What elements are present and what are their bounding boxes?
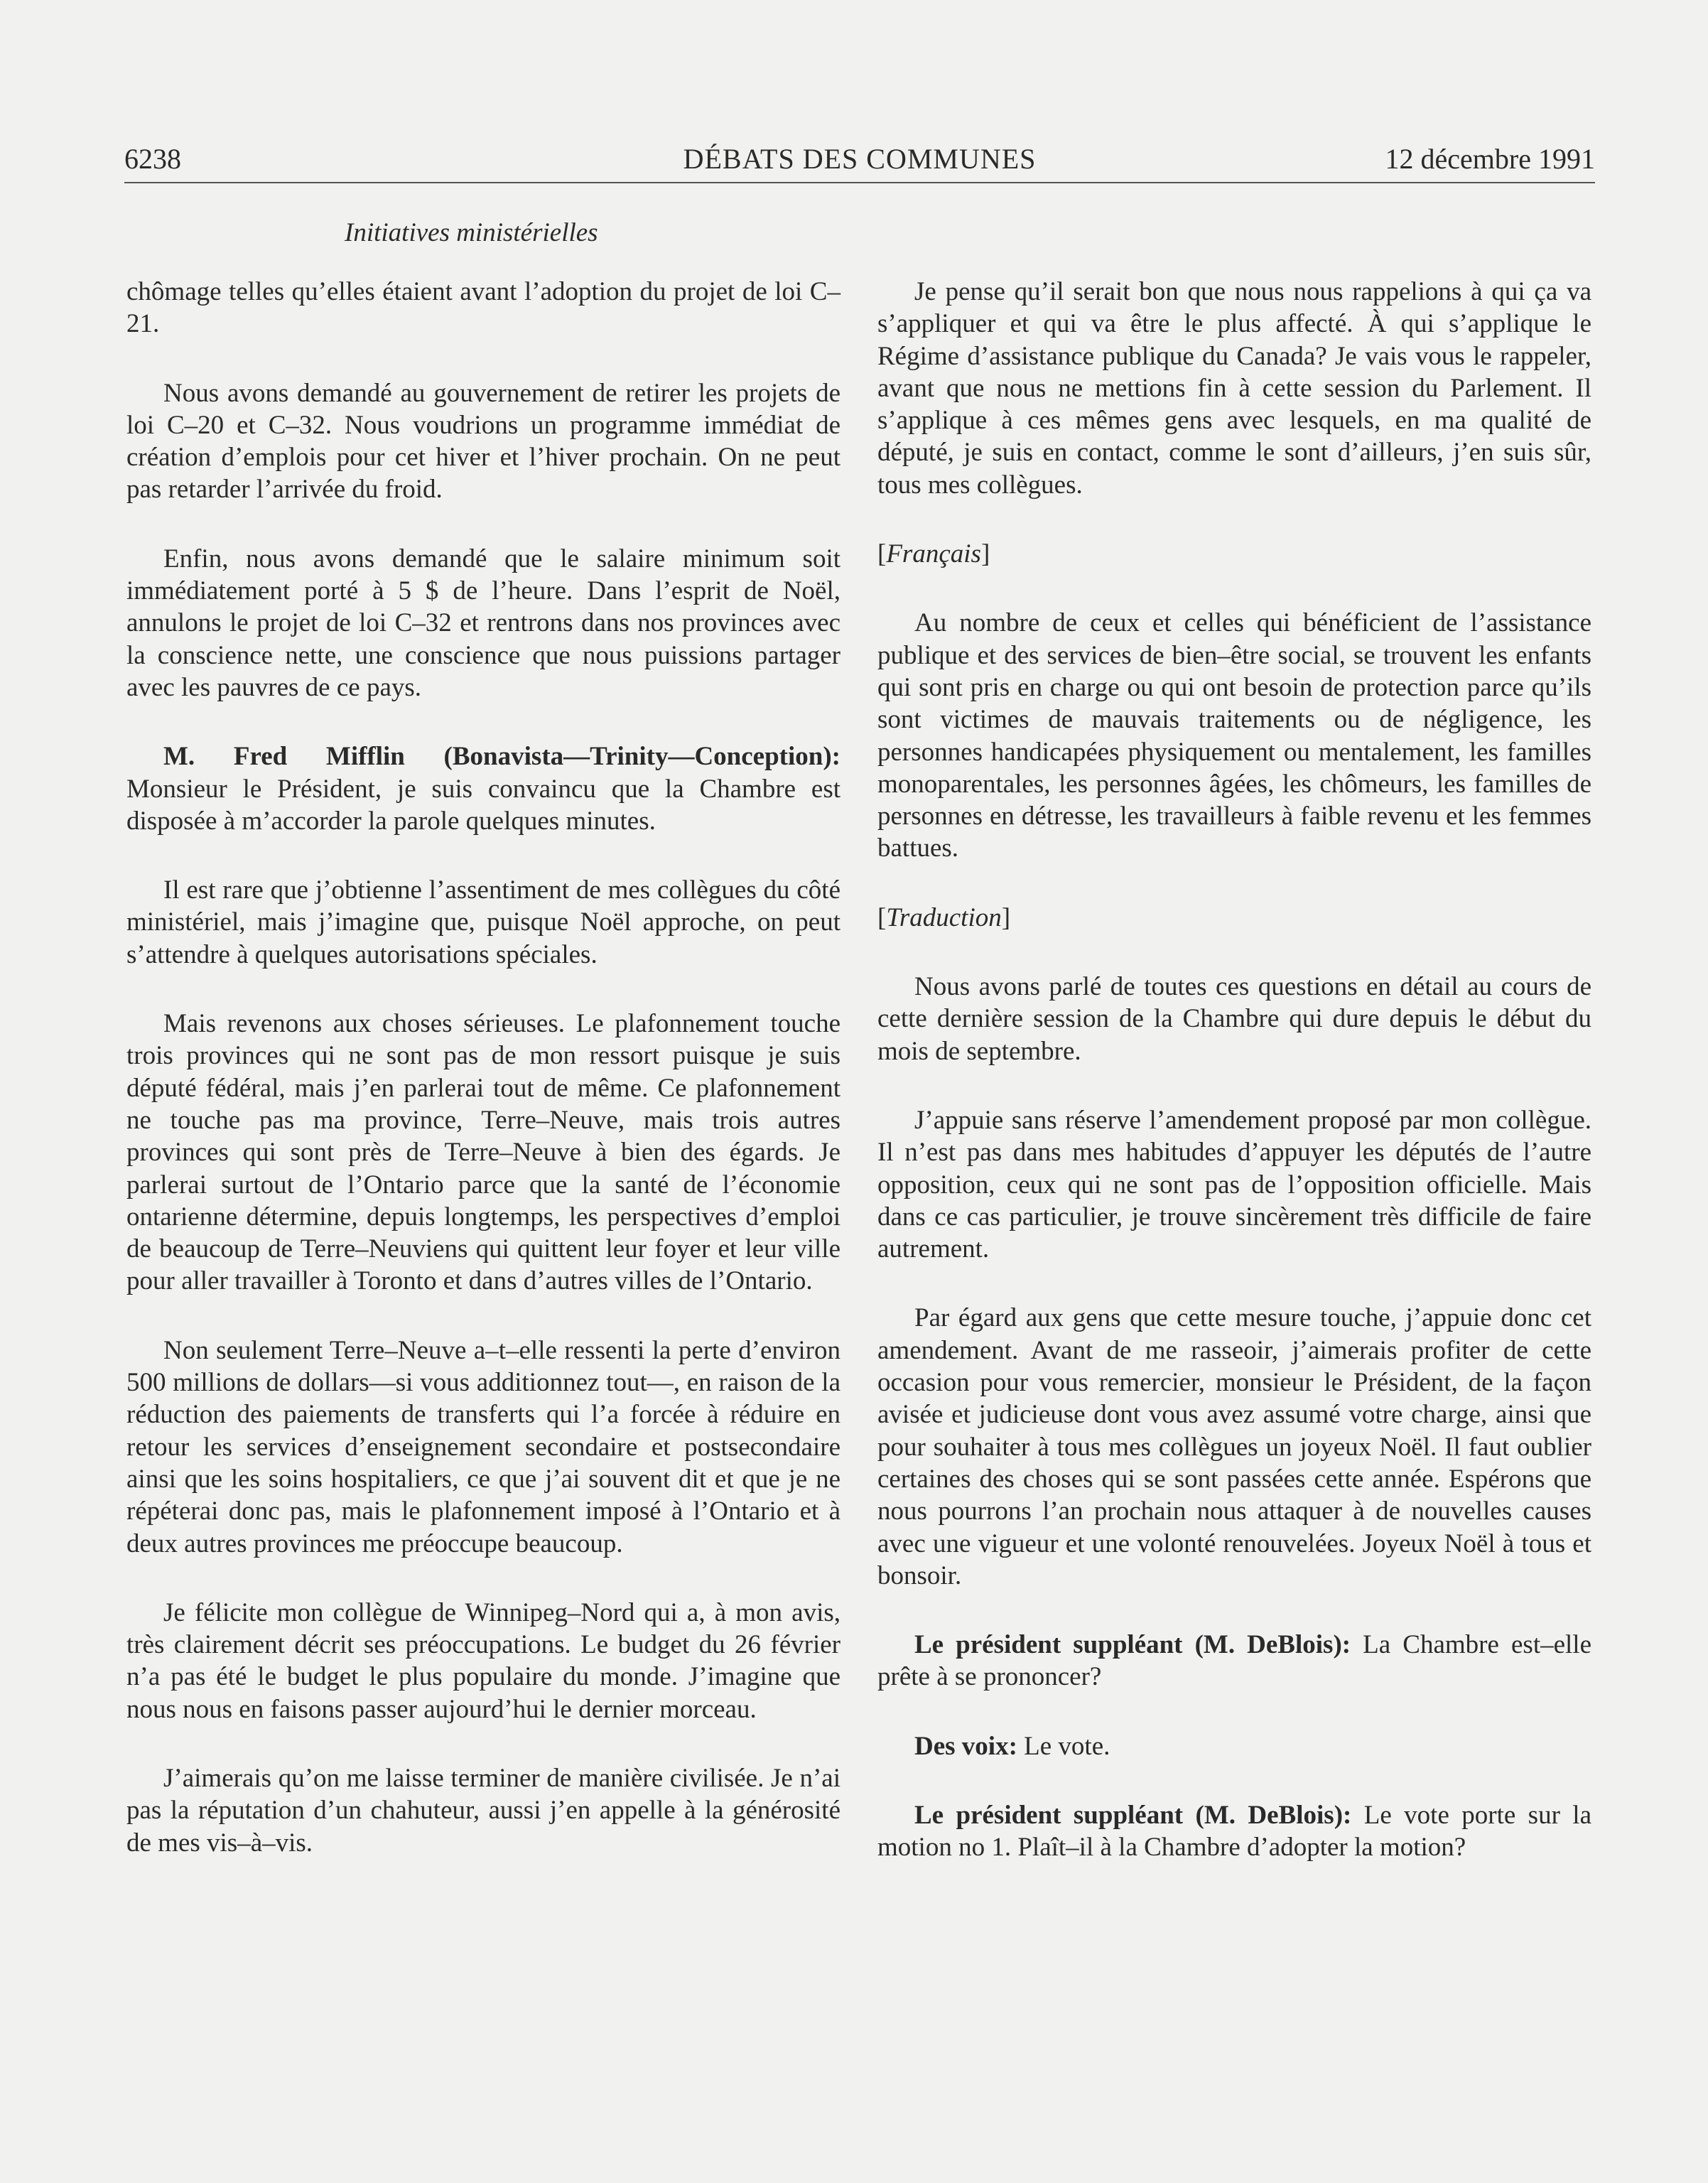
right-column — [877, 276, 1591, 1901]
speaker-name: M. Fred Mifflin (Bonavista—Trinity—Conception): — [163, 742, 841, 772]
paragraph: Par égard aux gens que cette mesure touche, j’appuie donc cet amendement. Avant de me rasseoir, j’aimerais profiter de cette occasion pour vous remercier, monsieur le Président, de la façon avisée et judicieuse dont vous avez assumé votre charge, ainsi que pour souhaiter à tous mes collègues un joyeux Noël. Il faut oublier certaines des choses qui se sont passées cette année. Espérons que nous pourrons l’an prochain nous attaquer à de nouvelles causes avec une vigueur et une volonté renouvelées. Joyeux Noël à tous et bonsoir. — [877, 1303, 1591, 1590]
speech-text: Le vote porte sur la motion no 1. Plaît–il à la Chambre d’adopter la motion? — [877, 1800, 1592, 1863]
running-head: Initiatives ministérielles — [345, 218, 598, 247]
publication-title: DÉBATS DES COMMUNES — [683, 143, 1037, 175]
speech-paragraph — [877, 1629, 1591, 1693]
paragraph: Je félicite mon collègue de Winnipeg–Nord qui a, à mon avis, très clairement décrit ses préoccupations. Le budget du 26 février n’a pas été le budget le plus populaire du monde. J’imagine que nous nous en faisons passer aujourd’hui le dernier morceau. — [126, 1597, 841, 1724]
paragraph: Non seulement Terre–Neuve a–t–elle ressenti la perte d’environ 500 millions de dollars—si vous additionnez tout—, en raison de la réduction des paiements de transferts qui l’a forcée à réduire en retour les services d’enseignement secondaire et postsecondaire ainsi que les soins hospitaliers, ce que j’ai souvent dit et que je ne répéterai donc pas, mais le plafonnement imposé à l’Ontario et à deux autres provinces me préoccupe beaucoup. — [126, 1335, 841, 1558]
paragraph: Enfin, nous avons demandé que le salaire minimum soit immédiatement porté à 5 $ de l’heure. Dans l’esprit de Noël, annulons le projet de loi C–32 et rentrons dans nos provinces avec la conscience nette, une conscience que nous puissions partager avec les pauvres de ce pays. — [126, 544, 841, 702]
paragraph: Mais revenons aux choses sérieuses. Le plafonnement touche trois provinces qui ne sont pas de mon ressort puisque je suis député fédéral, mais j’en parlerai tout de même. Ce plafonnement ne touche pas ma province, Terre–Neuve, mais trois autres provinces qui sont près de Terre–Neuve à bien des égards. Je parlerai surtout de l’Ontario parce que la santé de l’économie ontarienne détermine, depuis longtemps, les perspectives d’emploi de beaucoup de Terre–Neuviens qui quittent leur foyer et leur ville pour aller travailler à Toronto et dans d’autres villes de l’Ontario. — [126, 1009, 841, 1296]
paragraph: Nous avons parlé de toutes ces questions en détail au cours de cette dernière session de la Chambre qui dure depuis le début du mois de septembre. — [877, 972, 1591, 1066]
speaker-name: Le président suppléant (M. DeBlois): — [914, 1630, 1351, 1660]
language-tag: [Traduction] — [877, 902, 1011, 932]
paragraph: J’appuie sans réserve l’amendement proposé par mon collègue. Il n’est pas dans mes habitudes d’appuyer les députés de l’autre opposition, ceux qui ne sont pas de l’opposition officielle. Mais dans ce cas particulier, je trouve sincèrement très difficile de faire autrement. — [877, 1105, 1591, 1264]
page-header — [124, 142, 1595, 183]
speaker-name: Le président suppléant (M. DeBlois): — [914, 1800, 1352, 1830]
speaker-name: Des voix: — [914, 1731, 1017, 1761]
paragraph: Nous avons demandé au gouvernement de retirer les projets de loi C–20 et C–32. Nous voudrions un programme immédiat de création d’emplois pour cet hiver et l’hiver prochain. On ne peut pas retarder l’arrivée du froid. — [126, 378, 841, 505]
paragraph: J’aimerais qu’on me laisse terminer de manière civilisée. Je n’ai pas la réputation d’un chahuteur, aussi j’en appelle à la générosité de mes vis–à–vis. — [126, 1763, 841, 1858]
speech-paragraph — [877, 1799, 1591, 1864]
language-tag-text: Français — [886, 539, 981, 569]
speech-paragraph — [126, 740, 841, 837]
speech-paragraph — [877, 1730, 1591, 1762]
header-date: 12 décembre 1991 — [1385, 143, 1595, 175]
paragraph: Au nombre de ceux et celles qui bénéficient de l’assistance publique et des services de bien–être social, se trouvent les enfants qui sont pris en charge ou qui ont besoin de protection parce qu’ils sont victimes de mauvais traitements ou de négligence, les personnes handicapées physiquement ou mentalement, les familles monoparentales, les personnes âgées, les chômeurs, les familles de personnes en détresse, les travailleurs à faible revenu et les femmes battues. — [877, 608, 1591, 863]
speech-text: Le vote. — [1017, 1731, 1110, 1761]
speech-text: La Chambre est–elle prête à se prononcer? — [877, 1630, 1592, 1692]
left-column — [126, 276, 841, 1896]
speech-text: Monsieur le Président, je suis convaincu que la Chambre est disposée à m’accorder la parole quelques minutes. — [126, 774, 841, 836]
paragraph: chômage telles qu’elles étaient avant l’adoption du projet de loi C–21. — [126, 277, 841, 339]
language-tag-text: Traduction — [886, 902, 1002, 932]
page-number: 6238 — [124, 143, 181, 175]
paragraph: Je pense qu’il serait bon que nous nous rappelions à qui ça va s’appliquer et qui va être le plus affecté. À qui s’applique le Régime d’assistance publique du Canada? Je vais vous le rappeler, avant que nous ne mettions fin à cette session du Parlement. Il s’applique à ces mêmes gens avec lesquels, en ma qualité de député, je suis en contact, comme le sont d’ailleurs, j’en suis sûr, tous mes collègues. — [877, 277, 1591, 500]
language-tag: [Français] — [877, 539, 990, 569]
paragraph: Il est rare que j’obtienne l’assentiment de mes collègues du côté ministériel, mais j’imagine que, puisque Noël approche, on peut s’attendre à quelques autorisations spéciales. — [126, 875, 841, 969]
